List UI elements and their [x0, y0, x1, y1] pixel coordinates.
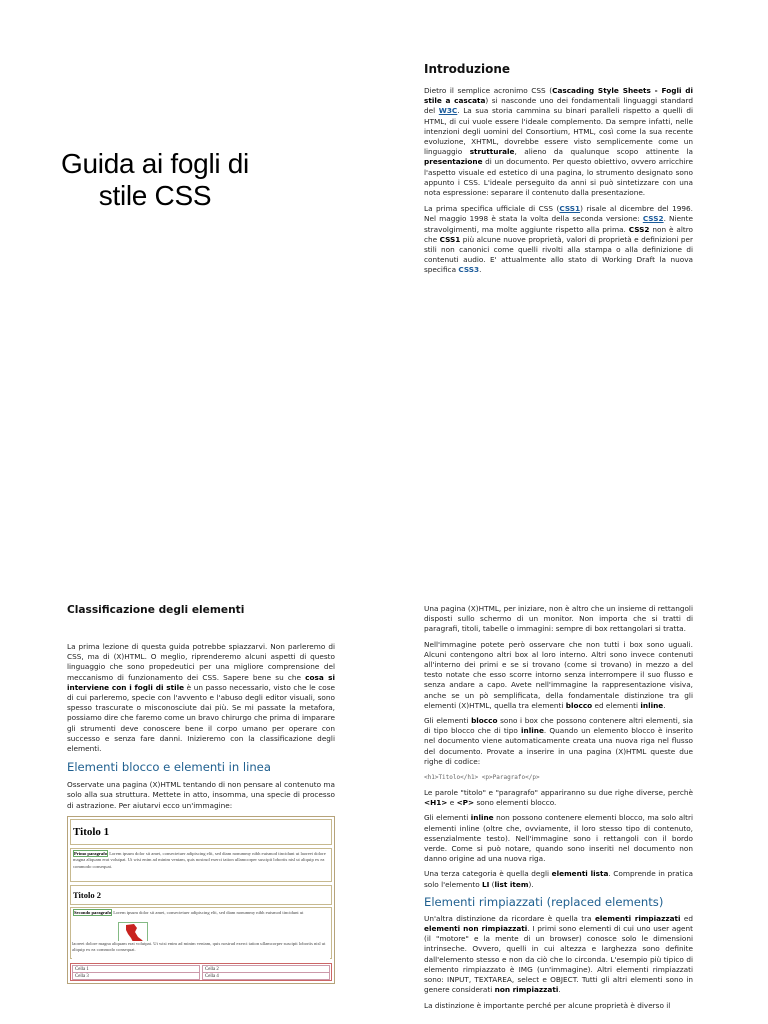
- table-cell: Cella 3: [72, 972, 200, 980]
- blocco-inline-heading: Elementi blocco e elementi in linea: [67, 760, 271, 775]
- figure-titolo-1: Titolo 1: [70, 819, 332, 845]
- right-paragraph-5: Gli elementi inline non possono contenere elementi blocco, ma solo altri elementi inline (oltre che, ovviamente, il loro stesso tipo di contenuto, essenzialmente testo). Nell'immagine sono i rettangoli con il bordo verde. Come si può notare, quando sono inseriti nel documento non danno origine ad una nuova riga.: [424, 813, 693, 864]
- right-paragraph-3: Gli elementi blocco sono i box che possono contenere altri elementi, sia di tipo blocco che di tipo inline. Quando un elemento blocco è inserito nel documento viene automaticamente creata una nuova riga nel flusso del documento. Provate a inserire in una pagina (X)HTML queste due righe di codice:: [424, 716, 693, 766]
- intro-paragraph-1: Dietro il semplice acronimo CSS (Cascading Style Sheets - Fogli di stile a cascata) si nasconde uno dei fondamentali linguaggi standard del W3C. La sua storia cammina su binari paralleli rispetto a quelli di HTML, di cui vuole essere l'ideale complemento. Da sempre infatti, nelle intenzioni degli uomini del Consortium, HTML, così come la sua recente evoluzione, XHTML, dovrebbe essere visto semplicemente come un linguaggio strutturale, alieno da qualunque scopo attinente la presentazione di un documento. Per questo obiettivo, ovvero arricchire l'aspetto visuale ed estetico di una pagina, lo strumento designato sono appunto i CSS. L'ideale perseguito da anni si può sintetizzare con una nota espressione: separare il contenuto dalla presentazione.: [424, 86, 693, 198]
- right-paragraph-8: La distinzione è importante perché per alcune proprietà è diverso il: [424, 1000, 671, 1010]
- intro-paragraph-2: La prima specifica ufficiale di CSS (CSS1) risale al dicembre del 1996. Nel maggio 1998 è stata la volta della seconda versione: CSS2. Niente stravolgimenti, ma molte aggiunte rispetto alla prima. CSS2 non è altro che CSS1 più alcune nuove proprietà, valori di proprietà e definizioni per stili non canonici come quelli rivolti alla stampa o alla definizione di contenuti audio. E' attualmente allo stato di Working Draft la nuova specifica CSS3.: [424, 204, 694, 275]
- classificazione-paragraph-2: Osservate una pagina (X)HTML tentando di non pensare al contenuto ma solo alla sua struttura. Mettete in atto, insomma, una specie di processo di astrazione. Per aiutarvi ecco un'immagine:: [67, 780, 335, 810]
- right-column: [424, 604, 693, 1011]
- css1-link[interactable]: CSS1: [559, 204, 581, 214]
- block-inline-figure: [67, 816, 335, 984]
- intro-heading: Introduzione: [424, 62, 511, 76]
- figure-inline-label-1: Primo paragrafo: [74, 851, 108, 856]
- classificazione-paragraph-1: La prima lezione di questa guida potrebbe spiazzarvi. Non parleremo di CSS, ma di (X)HTML. O meglio, riprenderemo alcuni aspetti di questo linguaggio che sono propedeutici per una migliore comprensione del meccanismo di funzionamento dei CSS. Sapere bene su che cosa si interviene con i fogli di stile è un passo necessario, visto che le cose di cui parleremo, specie con l'avvento e l'abuso degli editor visuali, sono spesso trascurate o misconosciute dai più. Se mi passate la metafora, possiamo dire che faremo come un bravo chirurgo che prima di imparare gli strumenti deve conoscere bene il corpo umano per operare con successo e senza fare danni. Inizieremo con la classificazione degli elementi.: [67, 642, 335, 754]
- table-cell: Cella 4: [202, 972, 330, 980]
- rimpiazzati-heading: Elementi rimpiazzati (replaced elements): [424, 894, 664, 909]
- figure-titolo-2: Titolo 2: [70, 885, 332, 905]
- figure-paragraph-2-continued: laoreet dolore magna aliquam erat volutpat. Ut wisi enim ad minim veniam, quis nostrud exerci tation ullamcorper suscipit lobortis nisl ut aliquip ex ea commodo consequat.: [72, 941, 330, 959]
- code-sample: <h1>Titolo</h1> <p>Paragrafo</p>: [424, 774, 540, 782]
- right-paragraph-7: Un'altra distinzione da ricordare è quella tra elementi rimpiazzati ed elementi non rimpiazzati. I primi sono elementi di cui uno user agent (il "motore" e la mente di un browser) conosce solo le dimensioni intrinseche. Ovvero, quelli in cui altezza e larghezza sono definite dall'elemento stesso e non da ciò che lo circonda. L'esempio più tipico di elemento rimpiazzato è IMG (un'immagine). Altri elementi rimpiazzati sono: INPUT, TEXTAREA, select e OBJECT. Tutti gli altri elementi sono in genere considerati non rimpiazzati.: [424, 913, 693, 995]
- figure-paragraph-1: Primo paragrafo Lorem ipsum dolor sit amet, consectetuer adipiscing elit, sed diam nonummy nibh euismod tincidunt ut laoreet dolore magna aliquam erat volutpat. Ut wisi enim ad minim veniam, quis nostrud exerci tation ullamcorper suscipit lobortis nisl ut aliquip ex ea commodo consequat.: [70, 848, 332, 882]
- right-paragraph-6: Una terza categoria è quella degli elementi lista. Comprende in pratica solo l'elemento LI (list item).: [424, 869, 693, 889]
- right-paragraph-1: Una pagina (X)HTML, per iniziare, non è altro che un insieme di rettangoli disposti sullo schermo di un monitor. Non importa che si tratti di paragrafi, titoli, tabelle o immagini: sempre di box rettangolari si tratta.: [424, 604, 693, 634]
- classificazione-heading: Classificazione degli elementi: [67, 604, 245, 616]
- table-cell: Cella 1: [72, 965, 200, 973]
- table-cell: Cella 2: [202, 965, 330, 973]
- right-paragraph-2: Nell'immagine potete però osservare che non tutti i box sono uguali. Alcuni contengono altri box al loro interno. Altri sono invece contenuti all'interno dei primi e se si trovano (come si trovano) in mezzo a del testo notate che esso scorre intorno senza interrompere il suo flusso e senza andare a capo. Avete nell'immagine la rappresentazione visiva, anche se un pò semplificata, della fondamentale distinzione tra gli elementi (X)HTML, quella tra elementi blocco ed elementi inline.: [424, 639, 693, 710]
- figure-inline-label-2: Secondo paragrafo: [74, 910, 112, 915]
- css2-link[interactable]: CSS2: [642, 214, 664, 224]
- css3-label: CSS3: [458, 265, 480, 275]
- intro-section: [424, 86, 693, 276]
- document-title: Guida ai fogli di stile CSS: [61, 148, 249, 211]
- figure-paragraph-2: Secondo paragrafo Lorem ipsum dolor sit amet, consectetuer adipiscing elit, sed diam nonummy nibh euismod tincidunt ut: [70, 907, 332, 959]
- right-paragraph-4: Le parole "titolo" e "paragrafo" appariranno su due righe diverse, perchè <H1> e <P> sono elementi blocco.: [424, 788, 693, 808]
- classificazione-section: [67, 642, 335, 811]
- figure-table: [70, 963, 332, 981]
- w3c-link[interactable]: W3C: [438, 106, 458, 116]
